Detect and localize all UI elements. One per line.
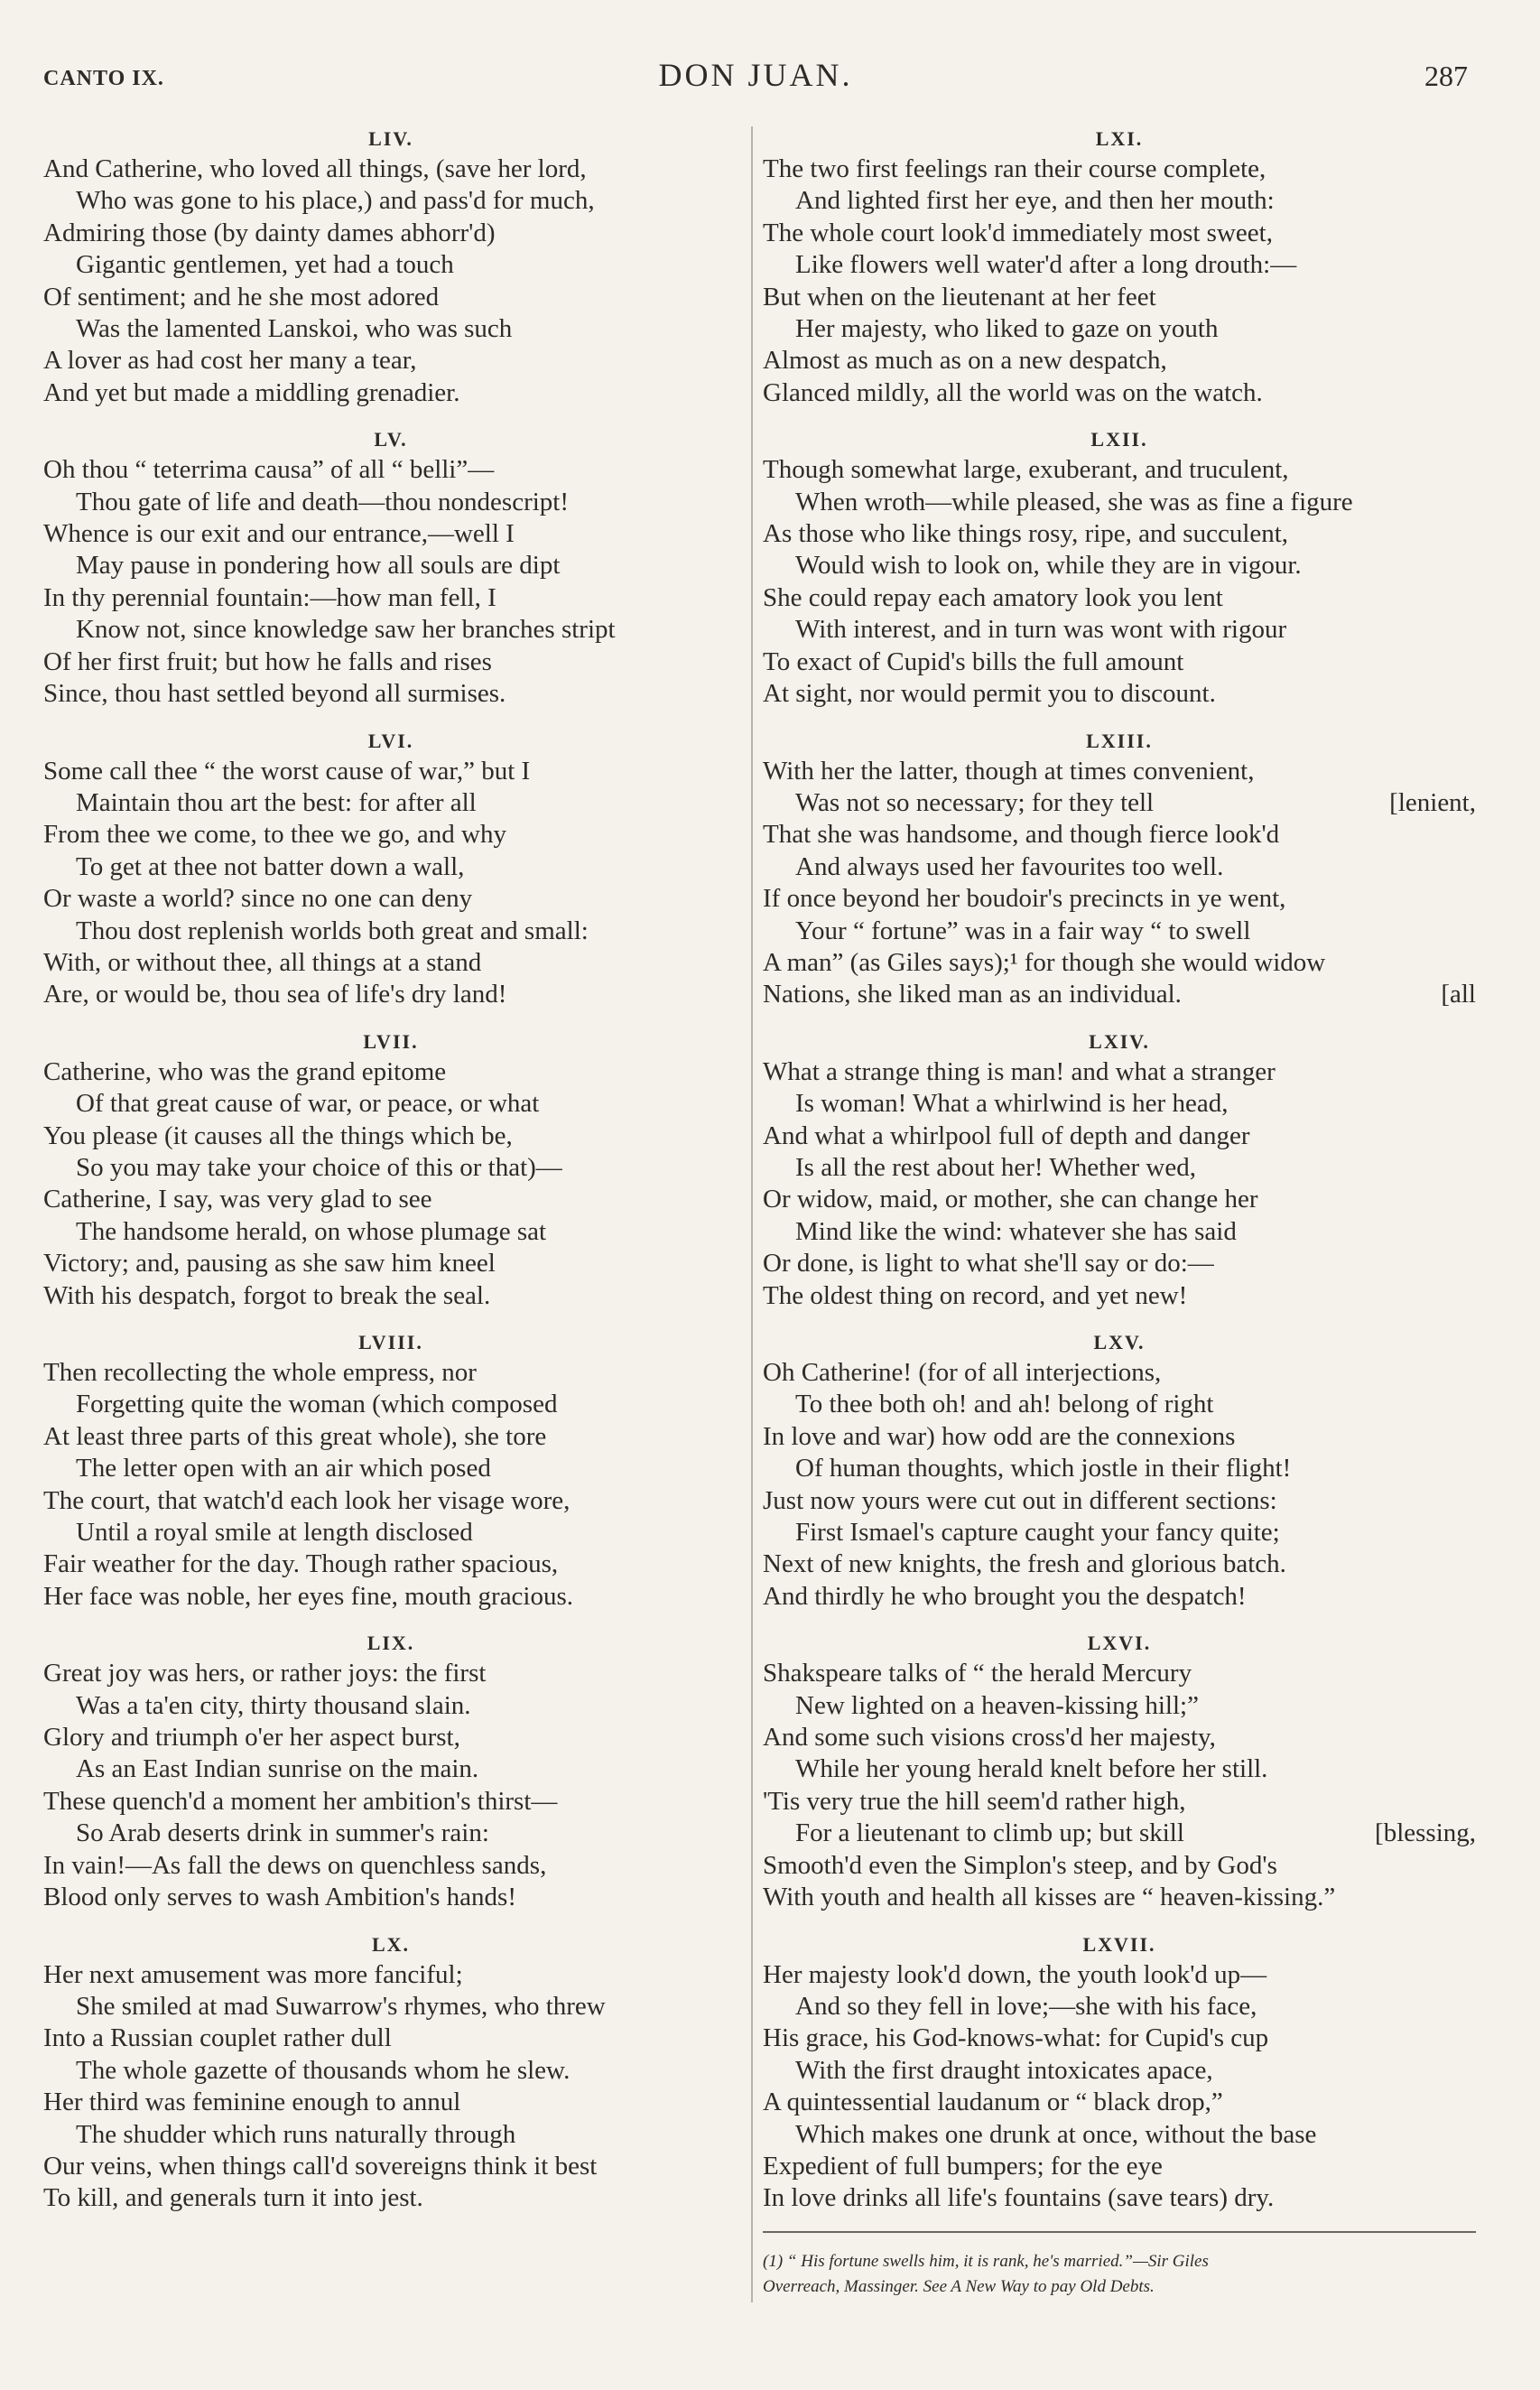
verse-text: Smooth'd even the Simplon's steep, and by God's	[763, 1850, 1277, 1880]
verse-line	[43, 646, 738, 678]
verse-text: New lighted on a heaven-kissing hill;”	[795, 1690, 1199, 1720]
verse-line	[43, 1357, 738, 1389]
verse-line	[763, 2182, 1476, 2214]
verse-line	[763, 249, 1476, 281]
verse-text: Admiring those (by dainty dames abhorr'd)	[43, 218, 496, 247]
verse-text: Who was gone to his place,) and pass'd for much,	[76, 186, 595, 216]
verse-text: In vain!—As fall the dews on quenchless sands,	[43, 1850, 547, 1880]
verse-text: Is woman! What a whirlwind is her head,	[795, 1089, 1229, 1119]
verse-text: Was the lamented Lanskoi, who was such	[76, 314, 513, 344]
verse-text: A lover as had cost her many a tear,	[43, 346, 417, 376]
verse-line	[43, 249, 738, 281]
verse-line	[763, 1850, 1476, 1882]
verse-text: Catherine, who was the grand epitome	[43, 1056, 447, 1086]
verse-text: The whole court look'd immediately most sweet,	[763, 218, 1273, 247]
stanza	[43, 1328, 738, 1613]
stanza-gap	[763, 1914, 1476, 1930]
verse-line	[763, 979, 1476, 1010]
verse-text: Of that great cause of war, or peace, or what	[76, 1089, 540, 1119]
verse-line	[763, 883, 1476, 915]
verse-text: You please (it causes all the things which be,	[43, 1121, 513, 1150]
verse-text: When wroth—while pleased, she was as fine a figure	[795, 487, 1353, 516]
verse-line	[763, 1421, 1476, 1453]
stanza-gap	[43, 409, 738, 425]
verse-text: In love drinks all life's fountains (save tears) dry.	[763, 2183, 1275, 2213]
verse-text: The handsome herald, on whose plumage sat	[76, 1216, 547, 1246]
verse-line	[763, 2055, 1476, 2087]
verse-text: Her next amusement was more fanciful;	[43, 1959, 463, 1989]
turnover-fragment: [all	[1441, 980, 1476, 1009]
verse-text: Thou gate of life and death—thou nondescript!	[76, 487, 570, 516]
verse-line	[43, 1882, 738, 1913]
stanza-number: LXI.	[1095, 127, 1144, 150]
verse-line	[43, 947, 738, 979]
verse-line	[43, 1121, 738, 1152]
verse-line	[763, 153, 1476, 185]
stanza	[43, 1930, 738, 2215]
verse-line	[43, 345, 738, 377]
stanza-number: LXVI.	[1087, 1632, 1152, 1655]
verse-line	[763, 1152, 1476, 1184]
stanza	[763, 1028, 1476, 1312]
verse-text: At least three parts of this great whole), she tore	[43, 1421, 547, 1451]
verse-text: 'Tis very true the hill seem'd rather high,	[763, 1786, 1186, 1816]
verse-line	[43, 185, 738, 217]
verse-line	[763, 1184, 1476, 1215]
verse-text: The letter open with an air which posed	[76, 1454, 491, 1483]
verse-text: Her third was feminine enough to annul	[43, 2088, 461, 2117]
verse-line	[43, 819, 738, 851]
stanza	[43, 727, 738, 1011]
verse-line	[763, 487, 1476, 518]
verse-line	[43, 218, 738, 249]
verse-line	[43, 1850, 738, 1882]
verse-text: Which makes one drunk at once, without the base	[795, 2119, 1317, 2149]
verse-text: Of human thoughts, which jostle in their flight!	[795, 1454, 1292, 1483]
stanza	[763, 125, 1476, 409]
verse-text: While her young herald knelt before her still.	[795, 1754, 1268, 1784]
verse-line	[763, 1453, 1476, 1484]
stanza	[43, 425, 738, 710]
verse-text: Is all the rest about her! Whether wed,	[795, 1152, 1196, 1182]
verse-text: Then recollecting the whole empress, nor	[43, 1358, 477, 1387]
stanza-gap	[763, 1613, 1476, 1629]
verse-line	[43, 2182, 738, 2214]
verse-line	[763, 2023, 1476, 2054]
running-header	[43, 56, 1468, 101]
verse-text: A quintessential laudanum or “ black drop,”	[763, 2088, 1223, 2117]
verse-line	[43, 851, 738, 883]
verse-text: But when on the lieutenant at her feet	[763, 282, 1156, 312]
stanza	[43, 1028, 738, 1312]
verse-line	[763, 646, 1476, 678]
verse-text: And thirdly he who brought you the despatch!	[763, 1581, 1247, 1611]
verse-line	[763, 1485, 1476, 1517]
verse-text: So Arab deserts drink in summer's rain:	[76, 1818, 489, 1848]
verse-line	[43, 1722, 738, 1753]
verse-line	[43, 1690, 738, 1722]
left-column	[43, 125, 738, 2215]
verse-text: Her majesty, who liked to gaze on youth	[795, 314, 1219, 344]
verse-line	[43, 282, 738, 313]
verse-text: Or widow, maid, or mother, she can change her	[763, 1185, 1258, 1214]
page-title: DON JUAN.	[658, 57, 853, 93]
page-number: 287	[1424, 60, 1468, 92]
verse-text: With interest, and in turn was wont with rigour	[795, 615, 1287, 645]
verse-text: She could repay each amatory look you lent	[763, 582, 1223, 612]
verse-line	[43, 1389, 738, 1420]
verse-line	[43, 377, 738, 409]
verse-text: Whence is our exit and our entrance,—well I	[43, 519, 515, 549]
verse-text: Almost as much as on a new despatch,	[763, 346, 1167, 376]
verse-text: Oh Catherine! (for of all interjections,	[763, 1358, 1162, 1387]
verse-line	[763, 218, 1476, 249]
turnover-fragment: [blessing,	[1375, 1818, 1476, 1848]
verse-line	[763, 1753, 1476, 1785]
verse-line	[43, 1991, 738, 2023]
verse-text: To thee both oh! and ah! belong of right	[795, 1390, 1214, 1419]
verse-text: Mind like the wind: whatever she has said	[795, 1216, 1237, 1246]
verse-line	[763, 1786, 1476, 1818]
verse-text: At sight, nor would permit you to discount.	[763, 679, 1216, 709]
verse-line	[43, 2023, 738, 2054]
verse-line	[763, 2119, 1476, 2151]
stanza-gap	[43, 711, 738, 727]
verse-text: Or done, is light to what she'll say or do:—	[763, 1249, 1214, 1279]
verse-text: With youth and health all kisses are “ heaven-kissing.”	[763, 1883, 1336, 1912]
verse-line	[763, 1991, 1476, 2023]
stanza-number: LX.	[371, 1932, 411, 1956]
verse-text: The shudder which runs naturally through	[76, 2119, 516, 2149]
stanza-gap	[43, 1011, 738, 1028]
verse-line	[43, 2151, 738, 2182]
verse-text: Until a royal smile at length disclosed	[76, 1518, 473, 1548]
verse-line	[763, 550, 1476, 581]
verse-line	[43, 678, 738, 710]
verse-text: Some call thee “ the worst cause of war,” but I	[43, 756, 531, 786]
verse-text: Or waste a world? since no one can deny	[43, 884, 473, 914]
verse-line	[763, 947, 1476, 979]
verse-text: Was a ta'en city, thirty thousand slain.	[76, 1690, 471, 1720]
verse-line	[43, 2055, 738, 2087]
verse-text: And Catherine, who loved all things, (save her lord,	[43, 154, 587, 183]
verse-text: The whole gazette of thousands whom he slew.	[76, 2055, 571, 2085]
verse-text: Are, or would be, thou sea of life's dry land!	[43, 980, 507, 1009]
footnote-rule	[763, 2231, 1476, 2233]
verse-text: Oh thou “ teterrima causa” of all “ belli”—	[43, 455, 495, 485]
verse-line	[43, 614, 738, 646]
verse-line	[763, 756, 1476, 787]
verse-text: Of sentiment; and he she most adored	[43, 282, 440, 312]
verse-line	[43, 1786, 738, 1818]
verse-text: And so they fell in love;—she with his face,	[795, 1991, 1257, 2021]
stanza	[43, 125, 738, 409]
verse-text: To exact of Cupid's bills the full amount	[763, 646, 1184, 676]
verse-line	[763, 1121, 1476, 1152]
verse-line	[763, 377, 1476, 409]
verse-line	[763, 454, 1476, 486]
verse-line	[763, 1280, 1476, 1312]
stanza	[763, 425, 1476, 710]
verse-line	[43, 1818, 738, 1849]
verse-line	[43, 518, 738, 550]
stanza-gap	[763, 1011, 1476, 1028]
verse-text: She smiled at mad Suwarrow's rhymes, who threw	[76, 1991, 606, 2021]
verse-text: Expedient of full bumpers; for the eye	[763, 2151, 1163, 2181]
verse-line	[763, 313, 1476, 345]
stanza-gap	[43, 1914, 738, 1930]
verse-text: His grace, his God-knows-what: for Cupid's cup	[763, 2023, 1269, 2053]
verse-text: With, or without thee, all things at a stand	[43, 947, 482, 977]
column-divider	[751, 126, 753, 2302]
verse-line	[763, 1548, 1476, 1580]
stanza	[763, 1930, 1476, 2215]
verse-line	[763, 1722, 1476, 1753]
stanza	[763, 1629, 1476, 1913]
verse-text: And always used her favourites too well.	[795, 851, 1224, 881]
verse-line	[43, 487, 738, 518]
verse-line	[43, 1658, 738, 1689]
verse-text: A man” (as Giles says);¹ for though she would widow	[763, 947, 1326, 977]
verse-line	[763, 1517, 1476, 1548]
stanza-gap	[43, 1613, 738, 1629]
verse-line	[43, 883, 738, 915]
verse-text: Would wish to look on, while they are in vigour.	[795, 551, 1302, 581]
verse-text: Into a Russian couplet rather dull	[43, 2023, 392, 2053]
verse-line	[43, 582, 738, 614]
verse-line	[763, 819, 1476, 851]
verse-text: Know not, since knowledge saw her branches stript	[76, 615, 616, 645]
turnover-fragment: [lenient,	[1389, 787, 1476, 817]
verse-text: Nations, she liked man as an individual.	[763, 980, 1182, 1009]
verse-line	[763, 518, 1476, 550]
verse-line	[43, 1280, 738, 1312]
verse-text: The two first feelings ran their course complete,	[763, 154, 1266, 183]
verse-text: Just now yours were cut out in different sections:	[763, 1485, 1277, 1515]
stanza-number: LIV.	[368, 127, 413, 150]
verse-text: Your “ fortune” was in a fair way “ to swell	[795, 916, 1251, 945]
verse-line	[43, 756, 738, 787]
verse-line	[763, 1389, 1476, 1420]
verse-text: Fair weather for the day. Though rather spacious,	[43, 1549, 559, 1579]
verse-line	[763, 851, 1476, 883]
verse-line	[763, 1818, 1476, 1849]
verse-text: The court, that watch'd each look her visage wore,	[43, 1485, 571, 1515]
footnote	[763, 2249, 1476, 2300]
stanza-number: LXVII.	[1082, 1932, 1156, 1956]
verse-line	[763, 1882, 1476, 1913]
stanza-number: LVIII.	[358, 1331, 423, 1353]
verse-text: Thou dost replenish worlds both great and small:	[76, 916, 589, 945]
verse-line	[43, 979, 738, 1010]
verse-text: So you may take your choice of this or that)—	[76, 1152, 562, 1182]
verse-text: Maintain thou art the best: for after all	[76, 787, 477, 817]
verse-line	[763, 916, 1476, 947]
verse-line	[763, 1690, 1476, 1722]
verse-text: Her face was noble, her eyes fine, mouth gracious.	[43, 1581, 574, 1611]
verse-line	[763, 1581, 1476, 1613]
verse-line	[43, 787, 738, 819]
verse-text: From thee we come, to thee we go, and why	[43, 820, 506, 850]
verse-line	[763, 1088, 1476, 1120]
verse-text: As an East Indian sunrise on the main.	[76, 1754, 479, 1784]
verse-line	[763, 1959, 1476, 1991]
verse-line	[43, 916, 738, 947]
stanza-number: LXIII.	[1086, 729, 1153, 752]
stanza-gap	[763, 1312, 1476, 1328]
verse-line	[43, 1152, 738, 1184]
canto-label: CANTO IX.	[43, 67, 164, 90]
stanza-number: LVI.	[367, 729, 414, 752]
verse-text: Shakspeare talks of “ the herald Mercury	[763, 1659, 1192, 1688]
verse-text: Was not so necessary; for they tell	[795, 787, 1155, 817]
verse-line	[763, 282, 1476, 313]
verse-text: With the first draught intoxicates apace,	[795, 2055, 1213, 2085]
verse-text: Her majesty look'd down, the youth look'd up—	[763, 1959, 1267, 1989]
verse-line	[43, 1421, 738, 1453]
verse-text: These quench'd a moment her ambition's thirst—	[43, 1786, 558, 1816]
verse-line	[763, 1248, 1476, 1279]
verse-text: First Ismael's capture caught your fancy quite;	[795, 1518, 1280, 1548]
verse-line	[43, 1517, 738, 1548]
verse-line	[43, 1216, 738, 1248]
verse-line	[43, 153, 738, 185]
verse-text: To get at thee not batter down a wall,	[76, 851, 465, 881]
verse-text: Though somewhat large, exuberant, and truculent,	[763, 455, 1289, 485]
verse-line	[763, 2151, 1476, 2182]
verse-text: That she was handsome, and though fierce look'd	[763, 820, 1280, 850]
verse-line	[43, 313, 738, 345]
footnote-line: (1) “ His fortune swells him, it is rank, he's married.”—Sir Giles	[763, 2251, 1209, 2271]
verse-text: With his despatch, forgot to break the seal.	[43, 1280, 491, 1310]
verse-line	[43, 1959, 738, 1991]
verse-text: Our veins, when things call'd sovereigns think it best	[43, 2151, 598, 2181]
verse-line	[43, 1453, 738, 1484]
stanza-number: LVII.	[363, 1029, 419, 1053]
verse-text: And what a whirlpool full of depth and danger	[763, 1121, 1250, 1150]
verse-text: Like flowers well water'd after a long drouth:—	[795, 250, 1297, 280]
verse-line	[43, 1485, 738, 1517]
verse-text: And yet but made a middling grenadier.	[43, 377, 460, 407]
verse-text: The oldest thing on record, and yet new!	[763, 1280, 1188, 1310]
stanza-number: LXIV.	[1089, 1029, 1150, 1053]
stanza	[763, 1328, 1476, 1613]
verse-text: Blood only serves to wash Ambition's hands!	[43, 1883, 516, 1912]
verse-text: Gigantic gentlemen, yet had a touch	[76, 250, 454, 280]
verse-line	[43, 1581, 738, 1613]
verse-line	[43, 1056, 738, 1088]
verse-line	[43, 1548, 738, 1580]
verse-line	[763, 614, 1476, 646]
verse-text: Next of new knights, the fresh and glorious batch.	[763, 1549, 1286, 1579]
stanza-number: LXV.	[1093, 1331, 1146, 1353]
verse-text: And some such visions cross'd her majesty,	[763, 1723, 1216, 1753]
right-column-stanzas	[763, 125, 1476, 2215]
verse-line	[43, 2119, 738, 2151]
stanza	[43, 1629, 738, 1913]
verse-line	[763, 787, 1476, 819]
verse-text: Great joy was hers, or rather joys: the first	[43, 1659, 487, 1688]
verse-line	[43, 550, 738, 581]
right-column	[763, 125, 1476, 2300]
verse-line	[763, 1056, 1476, 1088]
verse-line	[43, 1184, 738, 1215]
footnote-line: Overreach, Massinger. See A New Way to pay Old Debts.	[763, 2276, 1155, 2296]
verse-line	[763, 1357, 1476, 1389]
verse-line	[763, 1216, 1476, 1248]
verse-text: With her the latter, though at times convenient,	[763, 756, 1255, 786]
verse-line	[43, 1248, 738, 1279]
verse-line	[763, 185, 1476, 217]
verse-line	[43, 1753, 738, 1785]
verse-line	[43, 1088, 738, 1120]
stanza-number: LV.	[374, 428, 408, 451]
verse-line	[763, 678, 1476, 710]
verse-text: If once beyond her boudoir's precincts in ye went,	[763, 884, 1286, 914]
verse-text: Forgetting quite the woman (which composed	[76, 1390, 558, 1419]
verse-text: And lighted first her eye, and then her mouth:	[795, 186, 1275, 216]
verse-line	[43, 2087, 738, 2118]
verse-text: May pause in pondering how all souls are dipt	[76, 551, 561, 581]
verse-line	[763, 2087, 1476, 2118]
verse-line	[763, 345, 1476, 377]
verse-text: Glory and triumph o'er her aspect burst,	[43, 1723, 460, 1753]
verse-text: Since, thou hast settled beyond all surmises.	[43, 679, 506, 709]
verse-text: To kill, and generals turn it into jest.	[43, 2183, 423, 2213]
stanza-number: LXII.	[1090, 428, 1148, 451]
verse-line	[763, 582, 1476, 614]
verse-line	[763, 1658, 1476, 1689]
stanza	[763, 727, 1476, 1011]
stanza-number: LIX.	[366, 1632, 415, 1655]
verse-text: Victory; and, pausing as she saw him kneel	[43, 1249, 496, 1279]
verse-text: For a lieutenant to climb up; but skill	[795, 1818, 1184, 1848]
verse-line	[43, 454, 738, 486]
stanza-gap	[43, 1312, 738, 1328]
verse-text: In thy perennial fountain:—how man fell, I	[43, 582, 496, 612]
verse-text: Catherine, I say, was very glad to see	[43, 1185, 432, 1214]
stanza-gap	[763, 711, 1476, 727]
verse-text: What a strange thing is man! and what a stranger	[763, 1056, 1276, 1086]
verse-text: Of her first fruit; but how he falls and rises	[43, 646, 492, 676]
verse-text: As those who like things rosy, ripe, and succulent,	[763, 519, 1289, 549]
verse-text: In love and war) how odd are the connexions	[763, 1421, 1236, 1451]
verse-text: Glanced mildly, all the world was on the watch.	[763, 377, 1263, 407]
stanza-gap	[763, 409, 1476, 425]
